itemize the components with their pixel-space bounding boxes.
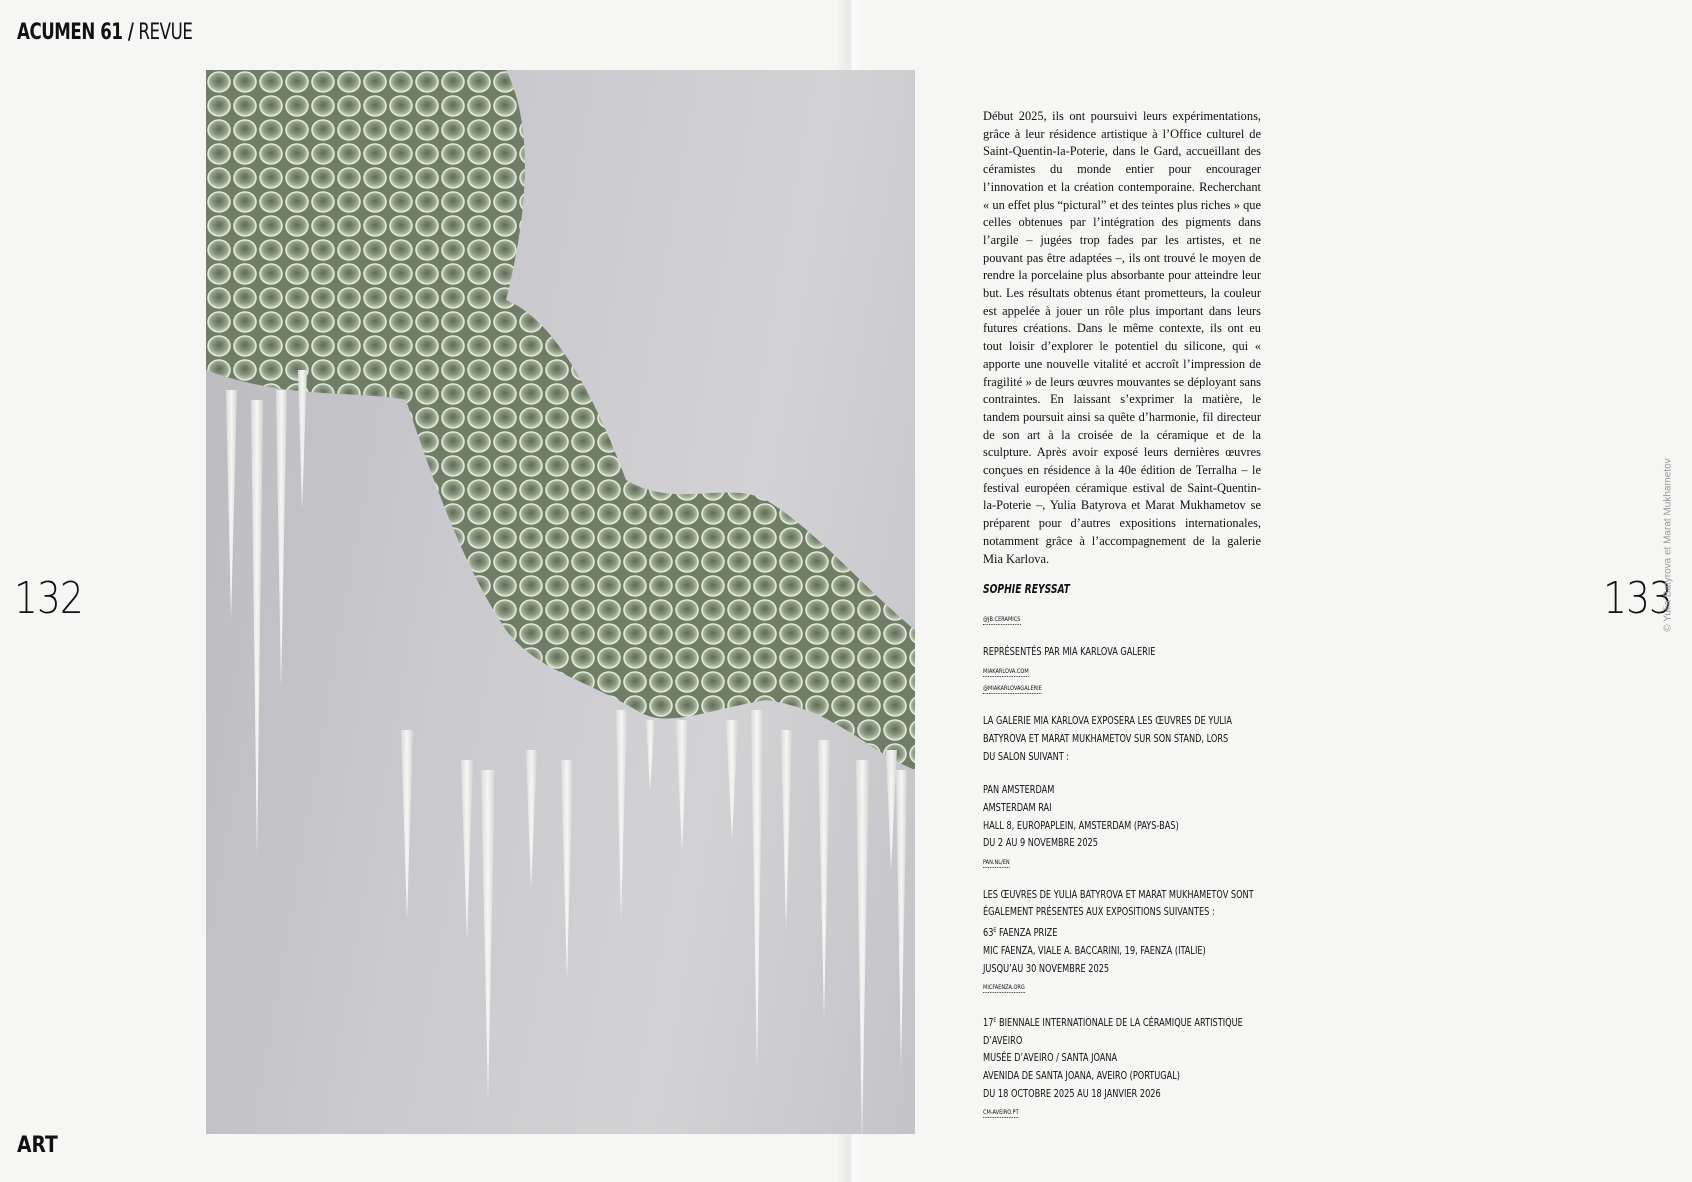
pan-site-link[interactable]: PAN.NL/EN: [983, 858, 1010, 867]
faenza-dates: JUSQU’AU 30 NOVEMBRE 2025: [983, 962, 1110, 975]
article-author: SOPHIE REYSSAT: [983, 582, 1070, 597]
instagram-link[interactable]: @JB.CERAMICS: [983, 615, 1021, 624]
section-rubric: ART: [17, 1133, 58, 1158]
aveiro-title-2: D’AVEIRO: [983, 1034, 1023, 1047]
gallery-site-link[interactable]: MIAKARLOVA.COM: [983, 666, 1029, 675]
masthead-section: REVUE: [138, 20, 193, 45]
aveiro-address: AVENIDA DE SANTA JOANA, AVEIRO (PORTUGAL): [983, 1070, 1180, 1083]
also-line-2: ÉGALEMENT PRÉSENTES AUX EXPOSITIONS SUIVANTES :: [983, 906, 1215, 919]
also-line-1: LES ŒUVRES DE YULIA BATYROVA ET MARAT MUKHAMETOV SONT: [983, 888, 1254, 901]
gallery-instagram-link[interactable]: @MIAKARLOVAGALERIE: [983, 684, 1042, 693]
announce-line-2: BATYROVA ET MARAT MUKHAMETOV SUR SON STAND, LORS: [983, 732, 1229, 745]
faenza-site-link[interactable]: MICFAENZA.ORG: [983, 983, 1025, 992]
page-number-left: 132: [14, 573, 83, 624]
page-number-right: 133: [1603, 573, 1672, 624]
article-body: Début 2025, ils ont poursuivi leurs expérimentations, grâce à leur résidence artistique à l’Office culturel de Saint-Quentin-la-Poterie, dans le Gard, accueillant des céramistes du monde entier pour encourager l’innovation et la création contemporaine. Recherchant « un effet plus “pictural” et des teintes plus riches » que celles obtenues par l’intégration des pigments dans l’argile – jugées trop fades par les artistes, et ne pouvant pas être adaptées –, ils ont trouvé le moyen de rendre la porcelaine plus absorbante pour atteindre leur but. Les résultats obtenus étant prometteurs, la couleur est appelée à jouer un rôle plus important dans leurs futures créations. Dans le même contexte, ils ont eu tout loisir d’explorer le potentiel du silicone, qui « apporte une nouvelle vitalité et accroît l’impression de fragilité » de leurs œuvres mouvantes se déployant sans contraintes. En laissant s’exprimer la matière, le tandem poursuit ainsi sa quête d’harmonie, fil directeur de son art à la croisée de la céramique et de la sculpture. Après avoir exposé leurs dernières œuvres conçues en résidence à la 40e édition de Terralha – le festival européen céramique estival de Saint-Quentin-la-Poterie –, Yulia Batyrova et Marat Mukhametov se préparent pour d’autres expositions internationales, notamment grâce à l’accompagnement de la galerie Mia Karlova.: [983, 109, 1261, 566]
faenza-name: FAENZA PRIZE: [998, 927, 1058, 940]
aveiro-title: [983, 1012, 1243, 1033]
info-box: [983, 610, 1261, 1121]
announce-line-1: LA GALERIE MIA KARLOVA EXPOSERA LES ŒUVRES DE YULIA: [983, 715, 1232, 728]
aveiro-ordinal: E: [993, 1016, 997, 1024]
faenza-ordinal: E: [993, 927, 997, 935]
faenza-number: 63: [983, 927, 994, 940]
aveiro-venue: MUSÉE D’AVEIRO / SANTA JOANA: [983, 1052, 1118, 1065]
masthead-brand: ACUMEN 61 /: [17, 20, 134, 45]
masthead: [17, 20, 192, 45]
pan-venue: AMSTERDAM RAI: [983, 801, 1052, 814]
announce-line-3: DU SALON SUIVANT :: [983, 750, 1070, 763]
aveiro-number: 17: [983, 1016, 994, 1029]
aveiro-dates: DU 18 OCTOBRE 2025 AU 18 JANVIER 2026: [983, 1087, 1161, 1100]
aveiro-title-1: BIENNALE INTERNATIONALE DE LA CÉRAMIQUE ARTISTIQUE: [998, 1016, 1243, 1029]
photo-credit: © Yulia Batyrova et Marat Mukhametov: [1662, 458, 1674, 632]
article-column: [983, 108, 1261, 1121]
pan-name: PAN AMSTERDAM: [983, 784, 1055, 797]
sculpture-photo: [206, 70, 915, 1134]
pan-address: HALL 8, EUROPAPLEIN, AMSTERDAM (PAYS-BAS): [983, 819, 1179, 832]
faenza-address: MIC FAENZA, VIALE A. BACCARINI, 19, FAENZA (ITALIE): [983, 944, 1206, 957]
faenza-title: [983, 922, 1222, 943]
aveiro-site-link[interactable]: CM-AVEIRO.PT: [983, 1108, 1019, 1117]
represented-by: REPRÉSENTÉS PAR MIA KARLOVA GALERIE: [983, 645, 1156, 658]
pan-dates: DU 2 AU 9 NOVEMBRE 2025: [983, 837, 1098, 850]
